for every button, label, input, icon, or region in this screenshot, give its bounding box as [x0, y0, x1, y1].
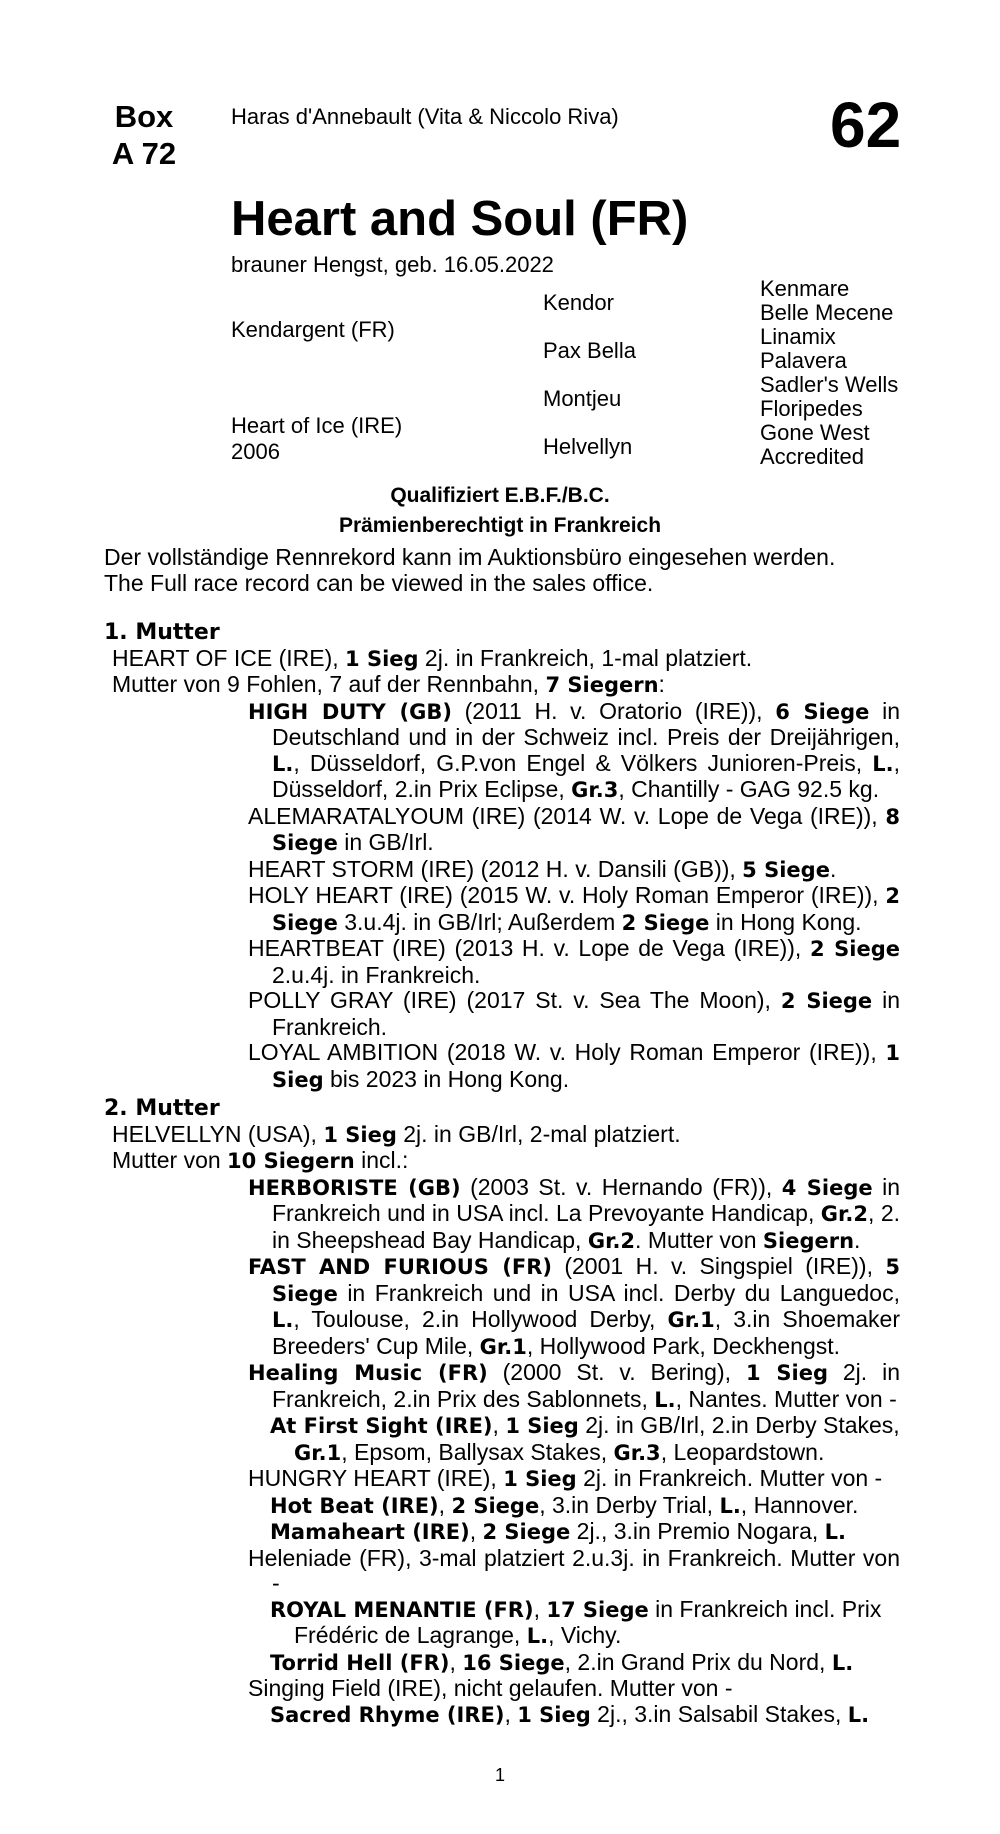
offspring-entry: Heleniade (FR), 3-mal platziert 2.u.3j. in Frankreich. Mutter von - [248, 1544, 900, 1596]
grand-offspring-entry: Mamaheart (IRE), 2 Siege 2j., 3.in Premio Nogara, L. [270, 1518, 847, 1544]
offspring-entry: POLLY GRAY (IRE) (2017 St. v. Sea The Moon), 2 Siege in Frankreich. [248, 987, 900, 1040]
pedigree-sire-sire: Kendor [543, 290, 614, 315]
offspring-entry: HEARTBEAT (IRE) (2013 H. v. Lope de Vega (IRE)), 2 Siege 2.u.4j. in Frankreich. [248, 935, 900, 988]
grand-offspring-entry: Sacred Rhyme (IRE), 1 Sieg 2j., 3.in Salsabil Stakes, L. [270, 1700, 870, 1727]
second-dam-section [104, 1096, 904, 1728]
qualification-premium: Prämienberechtigt in Frankreich [338, 514, 662, 537]
page-number: 1 [494, 1765, 505, 1785]
grand-offspring-entry: At First Sight (IRE), 1 Sieg 2j. in GB/Irl, 2.in Derby Stakes, Gr.1, Epsom, Ballysax Stakes, Gr.3, Leopardstown. [270, 1412, 900, 1465]
grand-offspring-entry: ROYAL MENANTIE (FR), 17 Siege in Frankreich incl. Prix Frédéric de Lagrange, L., Vichy. [270, 1595, 882, 1648]
pedigree-dam-dam: Helvellyn [543, 434, 633, 459]
first-dam-section [104, 620, 904, 1093]
pedigree-gg-5: Sadler's Wells [760, 372, 899, 397]
offspring-entry: FAST AND FURIOUS (FR) (2001 H. v. Singspiel (IRE)), 5 Siege in Frankreich und in USA incl. Derby du Languedoc, L., Toulouse, 2.in Hollywood Derby, Gr.1, 3.in Shoemaker Breeders' Cup Mile, Gr.1, Hollywood Park, Deckhengst. [248, 1253, 901, 1359]
pedigree-gg-8: Accredited [760, 444, 864, 469]
record-note-de: Der vollständige Rennrekord kann im Auktionsbüro eingesehen werden. [104, 544, 836, 570]
box-label [104, 98, 184, 172]
offspring-entry: HEART STORM (IRE) (2012 H. v. Dansili (GB)), 5 Siege. [248, 855, 837, 882]
lot-number: 62 [830, 89, 902, 161]
first-dam-line: HEART OF ICE (IRE), 1 Sieg 2j. in Frankreich, 1-mal platziert. [112, 644, 753, 671]
offspring-entry: Healing Music (FR) (2000 St. v. Bering), 1 Sieg 2j. in Frankreich, 2.in Prix des Sablonnets, L., Nantes. Mutter von - [248, 1359, 900, 1412]
second-dam-heading: 2. Mutter [104, 1096, 220, 1121]
owner: Haras d'Annebault (Vita & Niccolo Riva) [231, 104, 619, 129]
box-number: A 72 [111, 136, 177, 171]
offspring-entry: LOYAL AMBITION (2018 W. v. Holy Roman Emperor (IRE)), 1 Sieg bis 2023 in Hong Kong. [248, 1039, 900, 1092]
pedigree-gg-6: Floripedes [760, 396, 863, 421]
horse-name: Heart and Soul (FR) [231, 192, 689, 246]
offspring-entry: HOLY HEART (IRE) (2015 W. v. Holy Roman Emperor (IRE)), 2 Siege 3.u.4j. in GB/Irl; Außerdem 2 Siege in Hong Kong. [248, 882, 900, 935]
qualification-ebf: Qualifiziert E.B.F./B.C. [390, 484, 610, 507]
record-note [104, 544, 904, 596]
pedigree-gg-4: Palavera [760, 348, 847, 373]
horse-description: brauner Hengst, geb. 16.05.2022 [231, 252, 554, 277]
grand-offspring-entry: Torrid Hell (FR), 16 Siege, 2.in Grand Prix du Nord, L. [270, 1648, 854, 1675]
pedigree-gg-2: Belle Mecene [760, 300, 894, 325]
offspring-entry: Singing Field (IRE), nicht gelaufen. Mutter von - [248, 1675, 733, 1701]
pedigree-gg-1: Kenmare [760, 276, 850, 301]
pedigree-sire: Kendargent (FR) [231, 317, 395, 342]
box-word: Box [114, 99, 174, 134]
second-dam-produce-line: Mutter von 10 Siegern incl.: [112, 1147, 409, 1173]
grand-offspring-entry: Hot Beat (IRE), 2 Siege, 3.in Derby Trial, L., Hannover. [270, 1491, 859, 1518]
offspring-entry: HUNGRY HEART (IRE), 1 Sieg 2j. in Frankreich. Mutter von - [248, 1465, 883, 1491]
offspring-entry: ALEMARATALYOUM (IRE) (2014 W. v. Lope de Vega (IRE)), 8 Siege in GB/Irl. [248, 802, 900, 855]
pedigree-dam: Heart of Ice (IRE) [231, 413, 403, 438]
first-dam-heading: 1. Mutter [104, 620, 220, 645]
pedigree-dam-year: 2006 [231, 439, 280, 464]
pedigree-gg-3: Linamix [760, 324, 836, 349]
offspring-entry: HIGH DUTY (GB) (2011 H. v. Oratorio (IRE)), 6 Siege in Deutschland und in der Schweiz incl. Preis der Dreijährigen, L., Düsseldorf, G.P.von Engel & Völkers Junioren-Preis, L., Düsseldorf, 2.in Prix Eclipse, Gr.3, Chantilly - GAG 92.5 kg. [248, 697, 901, 802]
record-note-en: The Full race record can be viewed in the sales office. [104, 570, 654, 596]
pedigree-dam-sire: Montjeu [543, 386, 622, 411]
offspring-entry: HERBORISTE (GB) (2003 St. v. Hernando (FR)), 4 Siege in Frankreich und in USA incl. La Prevoyante Handicap, Gr.2, 2. in Sheepshead Bay Handicap, Gr.2. Mutter von Siegern. [248, 1173, 901, 1253]
second-dam-line: HELVELLYN (USA), 1 Sieg 2j. in GB/Irl, 2-mal platziert. [112, 1120, 681, 1147]
pedigree-gg-7: Gone West [760, 420, 870, 445]
pedigree-sire-dam: Pax Bella [543, 338, 636, 363]
first-dam-produce-line: Mutter von 9 Fohlen, 7 auf der Rennbahn, 7 Siegern: [112, 671, 665, 697]
